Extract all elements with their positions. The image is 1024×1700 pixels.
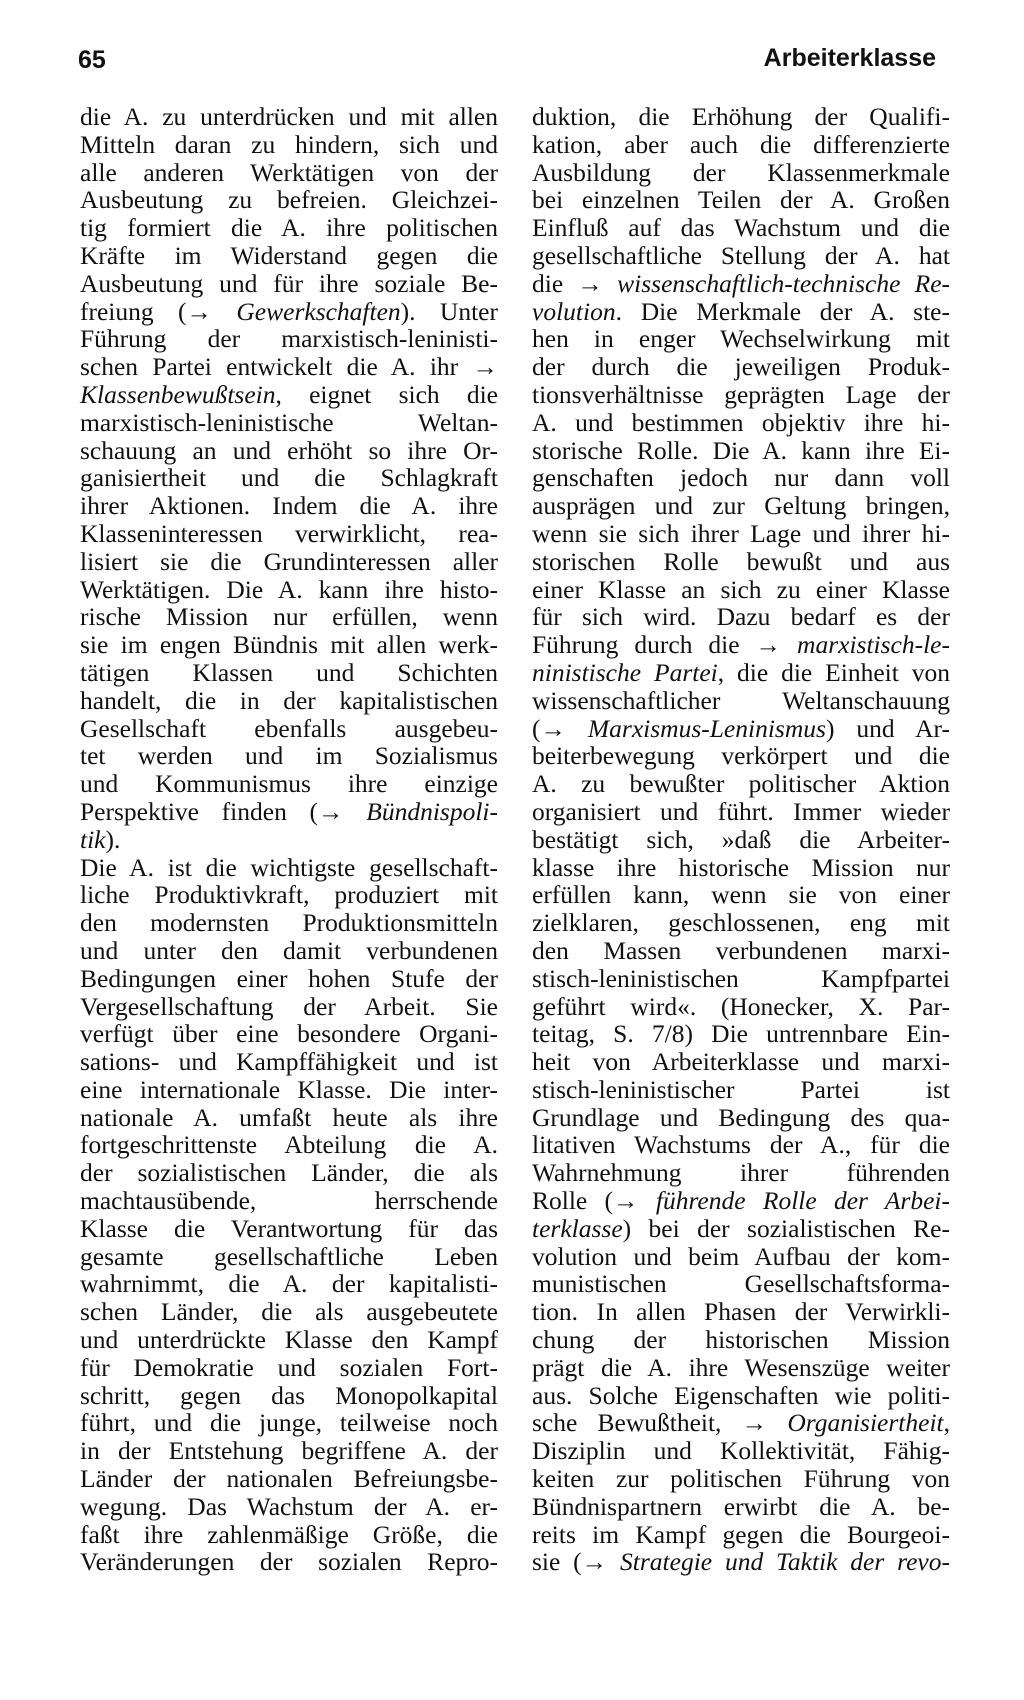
- text-line: [80, 770, 498, 798]
- text-segment: keiten zur politischen Führung von: [532, 1464, 950, 1494]
- text-segment: sche Bewußtheit, →: [532, 1408, 788, 1438]
- text-line: [80, 1020, 498, 1048]
- text-segment: A. zu bewußter politischer Aktion: [532, 769, 950, 799]
- running-head: Arbeiterklasse: [763, 44, 936, 72]
- text-segment: machtausübende, herrschende: [80, 1186, 498, 1216]
- text-line: [80, 993, 498, 1021]
- text-line: [80, 576, 498, 604]
- cross-reference: Strategie und Taktik der revo-: [620, 1547, 950, 1577]
- text-line: [80, 798, 498, 826]
- text-segment: duktion, die Erhöhung der Qualifi-: [532, 102, 950, 131]
- text-line: [532, 353, 950, 381]
- text-line: [80, 715, 498, 743]
- text-line: [80, 1076, 498, 1104]
- text-line: [80, 1409, 498, 1437]
- text-segment: hen in enger Wechselwirkung mit: [532, 324, 950, 354]
- text-line: [80, 1326, 498, 1354]
- text-segment: den Massen verbundenen marxi-: [532, 935, 950, 965]
- text-segment: freiung (→: [80, 296, 237, 326]
- text-line: [80, 937, 498, 965]
- text-line: [80, 464, 498, 492]
- text-segment: wissenschaftlicher Weltanschauung: [532, 685, 950, 715]
- text-segment: schauung an und erhöht so ihre Or-: [80, 435, 498, 465]
- text-segment: ganisiertheit und die Schlagkraft: [80, 463, 498, 493]
- text-segment: erfüllen kann, wenn sie von einer: [532, 880, 950, 910]
- text-line: [80, 909, 498, 937]
- text-line: [532, 1493, 950, 1521]
- text-line: [80, 1493, 498, 1521]
- text-line: [80, 742, 498, 770]
- text-segment: Veränderungen der sozialen Repro-: [80, 1547, 498, 1577]
- text-line: [80, 1548, 498, 1576]
- text-line: [80, 631, 498, 659]
- text-segment: ). Unter: [400, 296, 498, 326]
- text-line: [80, 1243, 498, 1271]
- text-line: [80, 881, 498, 909]
- text-line: [532, 993, 950, 1021]
- text-line: [532, 1354, 950, 1382]
- text-line: [532, 854, 950, 882]
- text-line: [532, 464, 950, 492]
- text-segment: storische Rolle. Die A. kann ihre Ei-: [532, 435, 950, 465]
- cross-reference: Gewerkschaften: [236, 296, 401, 326]
- text-line: [532, 1076, 950, 1104]
- text-segment: Disziplin und Kollektivität, Fähig-: [532, 1436, 950, 1466]
- text-line: [80, 1270, 498, 1298]
- text-segment: Vergesellschaftung der Arbeit. Sie: [80, 991, 498, 1021]
- text-segment: den modernsten Produktionsmitteln: [80, 908, 498, 938]
- text-segment: Bündnispartnern erwirbt die A. be-: [532, 1491, 950, 1521]
- text-line: [532, 937, 950, 965]
- text-line: [80, 1159, 498, 1187]
- text-segment: Werktätigen. Die A. kann ihre histo-: [80, 574, 498, 604]
- text-line: [80, 325, 498, 353]
- text-segment: tion. In allen Phasen der Verwirkli-: [532, 1297, 950, 1327]
- text-segment: teitag, S. 7/8) Die untrennbare Ein-: [532, 1019, 950, 1049]
- text-line: [80, 1437, 498, 1465]
- text-line: [80, 1521, 498, 1549]
- text-segment: für sich wird. Dazu bedarf es der: [532, 602, 950, 632]
- text-segment: sie (→: [532, 1547, 621, 1577]
- text-line: [532, 325, 950, 353]
- text-segment: schen Länder, die als ausgebeutete: [80, 1297, 498, 1327]
- text-line: [532, 242, 950, 270]
- text-segment: wegung. Das Wachstum der A. er-: [80, 1491, 498, 1521]
- text-segment: einer Klasse an sich zu einer Klasse: [532, 574, 950, 604]
- text-line: [532, 1521, 950, 1549]
- text-segment: ausprägen und zur Geltung bringen,: [532, 491, 950, 521]
- text-segment: Führung der marxistisch-leninisti-: [80, 324, 498, 354]
- text-segment: beiterbewegung verkörpert und die: [532, 741, 950, 771]
- text-line: [532, 381, 950, 409]
- text-segment: ihrer Aktionen. Indem die A. ihre: [80, 491, 498, 521]
- text-line: [80, 1382, 498, 1410]
- text-segment: (→: [532, 713, 588, 743]
- text-segment: tig formiert die A. ihre politischen: [80, 213, 498, 243]
- text-segment: kation, aber auch die differenzierte: [532, 129, 950, 159]
- text-line: [532, 742, 950, 770]
- text-line: [80, 687, 498, 715]
- text-line: [80, 1048, 498, 1076]
- cross-reference: terklasse: [532, 1213, 623, 1243]
- text-segment: chung der historischen Mission: [532, 1325, 950, 1355]
- text-line: [80, 242, 498, 270]
- text-segment: prägt die A. ihre Wesenszüge weiter: [532, 1352, 950, 1382]
- text-segment: munistischen Gesellschaftsforma-: [532, 1269, 950, 1299]
- text-segment: wenn sie sich ihrer Lage und ihrer hi-: [532, 518, 950, 548]
- text-segment: wahrnimmt, die A. der kapitalisti-: [80, 1269, 498, 1299]
- text-line: [532, 1020, 950, 1048]
- text-line: [80, 1104, 498, 1132]
- text-line: [532, 492, 950, 520]
- text-line: [532, 1548, 950, 1576]
- text-line: [532, 1131, 950, 1159]
- text-line: [532, 1048, 950, 1076]
- text-segment: schritt, gegen das Monopolkapital: [80, 1380, 498, 1410]
- text-segment: Länder der nationalen Befreiungsbe-: [80, 1464, 498, 1494]
- text-line: [532, 548, 950, 576]
- text-segment: gesellschaftliche Stellung der A. hat: [532, 240, 950, 270]
- text-segment: Kräfte im Widerstand gegen die: [80, 240, 498, 270]
- text-segment: stisch-leninistischer Partei ist: [532, 1074, 950, 1104]
- text-line: [80, 409, 498, 437]
- text-line: [532, 603, 950, 631]
- text-segment: Bedingungen einer hohen Stufe der: [80, 963, 498, 993]
- cross-reference: volution: [532, 296, 616, 326]
- text-segment: tionsverhältnisse geprägten Lage der: [532, 379, 950, 409]
- text-segment: für Demokratie und sozialen Fort-: [80, 1352, 498, 1382]
- text-segment: lisiert sie die Grundinteressen aller: [80, 546, 498, 576]
- text-segment: rische Mission nur erfüllen, wenn: [80, 602, 498, 632]
- text-segment: Ausbeutung zu befreien. Gleichzei-: [80, 185, 498, 215]
- text-segment: faßt ihre zahlenmäßige Größe, die: [80, 1519, 498, 1549]
- text-segment: litativen Wachstums der A., für die: [532, 1130, 950, 1160]
- text-line: [80, 854, 498, 882]
- text-line: [532, 298, 950, 326]
- text-segment: fortgeschrittenste Abteilung die A.: [80, 1130, 498, 1160]
- cross-reference: ninistische Partei: [532, 657, 718, 687]
- text-line: [80, 159, 498, 187]
- text-line: [532, 965, 950, 993]
- text-segment: heit von Arbeiterklasse und marxi-: [532, 1047, 950, 1077]
- cross-reference: wissenschaftlich-technische Re-: [617, 268, 951, 298]
- text-line: [532, 186, 950, 214]
- text-segment: Wahrnehmung ihrer führenden: [532, 1158, 950, 1188]
- text-line: [532, 687, 950, 715]
- text-line: [80, 103, 498, 131]
- page-number: 65: [78, 46, 106, 74]
- text-column-right: [532, 103, 950, 1576]
- text-line: [532, 1382, 950, 1410]
- text-line: [80, 381, 498, 409]
- text-line: [80, 186, 498, 214]
- text-segment: reits im Kampf gegen die Bourgeoi-: [532, 1519, 950, 1549]
- text-line: [532, 1409, 950, 1437]
- text-segment: organisiert und führt. Immer wieder: [532, 796, 950, 826]
- text-segment: handelt, die in der kapitalistischen: [80, 685, 498, 715]
- text-line: [80, 270, 498, 298]
- text-segment: zielklaren, geschlossenen, eng mit: [532, 908, 950, 938]
- text-segment: geführt wird«. (Honecker, X. Par-: [532, 991, 950, 1021]
- text-line: [80, 826, 498, 854]
- text-line: [80, 520, 498, 548]
- text-segment: klasse ihre historische Mission nur: [532, 852, 950, 882]
- text-segment: volution und beim Aufbau der kom-: [532, 1241, 950, 1271]
- text-line: [80, 1131, 498, 1159]
- text-line: [532, 1270, 950, 1298]
- text-segment: und unter den damit verbundenen: [80, 935, 498, 965]
- text-segment: tätigen Klassen und Schichten: [80, 657, 498, 687]
- text-segment: Führung durch die →: [532, 630, 798, 660]
- cross-reference: Organisiertheit: [787, 1408, 944, 1438]
- text-line: [532, 715, 950, 743]
- text-segment: ) bei der sozialistischen Re-: [622, 1213, 950, 1243]
- text-line: [532, 881, 950, 909]
- text-line: [532, 1465, 950, 1493]
- text-segment: bestätigt sich, »daß die Arbeiter-: [532, 824, 950, 854]
- text-line: [532, 1104, 950, 1132]
- text-column-left: [80, 103, 498, 1576]
- text-line: [532, 437, 950, 465]
- text-segment: ).: [105, 824, 121, 854]
- text-segment: schen Partei entwickelt die A. ihr →: [80, 352, 498, 382]
- text-segment: genschaften jedoch nur dann voll: [532, 463, 950, 493]
- text-segment: und unterdrückte Klasse den Kampf: [80, 1325, 498, 1355]
- text-line: [80, 1354, 498, 1382]
- cross-reference: führende Rolle der Arbei-: [655, 1186, 950, 1216]
- text-line: [532, 659, 950, 687]
- text-segment: eine internationale Klasse. Die inter-: [80, 1074, 498, 1104]
- text-segment: Einfluß auf das Wachstum und die: [532, 213, 950, 243]
- text-line: [80, 353, 498, 381]
- text-segment: ) und Ar-: [825, 713, 950, 743]
- text-segment: bei einzelnen Teilen der A. Großen: [532, 185, 950, 215]
- cross-reference: marxistisch-le-: [797, 630, 950, 660]
- text-line: [80, 603, 498, 631]
- text-segment: und Kommunismus ihre einzige: [80, 769, 498, 799]
- cross-reference: Bündnispoli-: [366, 796, 498, 826]
- text-segment: Ausbeutung und für ihre soziale Be-: [80, 268, 498, 298]
- text-segment: Rolle (→: [532, 1186, 656, 1216]
- text-line: [532, 1215, 950, 1243]
- text-line: [80, 1465, 498, 1493]
- text-line: [532, 409, 950, 437]
- text-segment: sie im engen Bündnis mit allen werk-: [80, 630, 498, 660]
- text-line: [80, 298, 498, 326]
- text-line: [532, 576, 950, 604]
- text-segment: liche Produktivkraft, produziert mit: [80, 880, 498, 910]
- text-line: [532, 770, 950, 798]
- text-line: [80, 437, 498, 465]
- text-segment: Ausbildung der Klassenmerkmale: [532, 157, 950, 187]
- text-line: [532, 798, 950, 826]
- text-line: [80, 492, 498, 520]
- text-segment: Perspektive finden (→: [80, 796, 367, 826]
- text-line: [532, 214, 950, 242]
- text-line: [532, 1437, 950, 1465]
- text-segment: alle anderen Werktätigen von der: [80, 157, 498, 187]
- text-line: [80, 131, 498, 159]
- text-line: [532, 826, 950, 854]
- text-line: [80, 965, 498, 993]
- text-segment: führt, und die junge, teilweise noch: [80, 1408, 498, 1438]
- text-segment: der sozialistischen Länder, die als: [80, 1158, 498, 1188]
- text-segment: die A. zu unterdrücken und mit allen: [80, 102, 498, 131]
- text-line: [532, 1243, 950, 1271]
- text-line: [532, 270, 950, 298]
- cross-reference: Marxismus-Leninismus: [587, 713, 826, 743]
- text-line: [80, 1298, 498, 1326]
- text-segment: ,: [943, 1408, 950, 1438]
- text-segment: Gesellschaft ebenfalls ausgebeu-: [80, 713, 498, 743]
- text-segment: Klasse die Verantwortung für das: [80, 1213, 498, 1243]
- text-line: [532, 1159, 950, 1187]
- text-segment: der durch die jeweiligen Produk-: [532, 352, 950, 382]
- cross-reference: tik: [80, 824, 106, 854]
- text-line: [80, 1215, 498, 1243]
- text-segment: nationale A. umfaßt heute als ihre: [80, 1102, 498, 1132]
- text-line: [532, 631, 950, 659]
- text-line: [532, 1187, 950, 1215]
- cross-reference: Klassenbewußtsein: [80, 379, 276, 409]
- text-segment: sations- und Kampffähigkeit und ist: [80, 1047, 498, 1077]
- text-line: [532, 1298, 950, 1326]
- text-segment: gesamte gesellschaftliche Leben: [80, 1241, 498, 1271]
- text-segment: Mitteln daran zu hindern, sich und: [80, 129, 498, 159]
- text-segment: . Die Merkmale der A. ste-: [615, 296, 950, 326]
- text-line: [532, 159, 950, 187]
- text-line: [80, 1187, 498, 1215]
- text-line: [532, 909, 950, 937]
- text-line: [80, 548, 498, 576]
- text-segment: marxistisch-leninistische Weltan-: [80, 407, 498, 437]
- text-segment: , die die Einheit von: [717, 657, 950, 687]
- text-line: [532, 131, 950, 159]
- text-segment: , eignet sich die: [275, 379, 498, 409]
- text-segment: Die A. ist die wichtigste gesellschaft-: [80, 852, 498, 882]
- text-line: [532, 103, 950, 131]
- text-segment: Klasseninteressen verwirklicht, rea-: [80, 518, 498, 548]
- text-segment: A. und bestimmen objektiv ihre hi-: [532, 407, 950, 437]
- text-line: [532, 1326, 950, 1354]
- text-line: [80, 214, 498, 242]
- text-segment: tet werden und im Sozialismus: [80, 741, 498, 771]
- text-segment: stisch-leninistischen Kampfpartei: [532, 963, 950, 993]
- text-segment: aus. Solche Eigenschaften wie politi-: [532, 1380, 950, 1410]
- text-line: [532, 520, 950, 548]
- text-segment: die →: [532, 268, 618, 298]
- text-segment: in der Entstehung begriffene A. der: [80, 1436, 498, 1466]
- text-segment: storischen Rolle bewußt und aus: [532, 546, 950, 576]
- text-line: [80, 659, 498, 687]
- text-segment: Grundlage und Bedingung des qua-: [532, 1102, 950, 1132]
- text-segment: verfügt über eine besondere Organi-: [80, 1019, 498, 1049]
